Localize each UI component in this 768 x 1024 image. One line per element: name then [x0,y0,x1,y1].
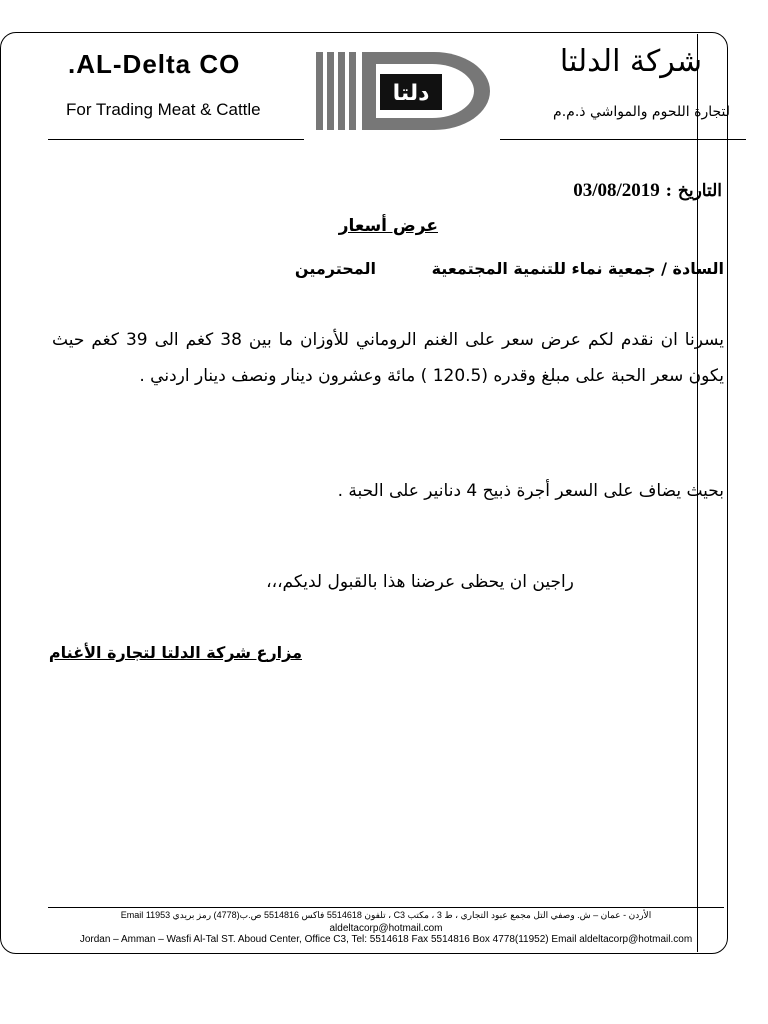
header-divider-left [48,139,304,140]
footer-address-english: Jordan – Amman – Wasfi Al-Tal ST. Aboud Center, Office C3, Tel: 5514618 Fax 5514816 Box 4778(11952) Email aldeltacorp@hotmail.com [79,934,693,945]
company-logo [314,44,492,136]
logo-text: دلتا [392,81,430,106]
footer-divider [48,907,724,908]
letter-addressee [295,259,724,278]
date-label: التاريخ : [665,181,722,201]
letter-date [573,180,722,202]
footer-address-arabic: الأردن - عمان – ش. وصفي التل مجمع عبود التجاري ، ط 3 ، مكتب C3 ، تلفون 5514618 فاكس 5514816 ص.ب(4778) رمز بريدي 11953 Email [120,910,652,920]
letter-closing: راجين ان يحظى عرضنا هذا بالقبول لديكم،،، [266,572,574,592]
company-tagline-english: For Trading Meat & Cattle [66,100,261,119]
company-name-english: .AL-Delta CO [68,49,241,79]
letter-signature: مزارع شركة الدلتا لتجارة الأغنام [48,643,302,662]
body-paragraph-slaughter-fee: بحيث يضاف على السعر أجرة ذبيح 4 دنانير على الحبة . [337,481,724,501]
date-value: 03/08/2019 [573,180,660,201]
company-tagline-arabic: لتجارة اللحوم والمواشي ذ.م.م [553,104,730,120]
addressee-title: المحترمين [294,259,376,278]
addressee-name: السادة / جمعية نماء للتنمية المجتمعية [431,259,724,278]
company-name-arabic: شركة الدلتا [559,44,702,79]
body-paragraph-offer: يسرنا ان نقدم لكم عرض سعر على الغنم الروماني للأوزان ما بين 38 كغم الى 39 كغم حيث يكون سعر الحبة على مبلغ وقدره (120.5 ) مائة وعشرون دينار ونصف دينار اردني . [52,330,724,386]
footer-email: aldeltacorp@hotmail.com [329,923,443,934]
header-divider-right [500,139,746,140]
letter-subject: عرض أسعار [338,216,438,236]
